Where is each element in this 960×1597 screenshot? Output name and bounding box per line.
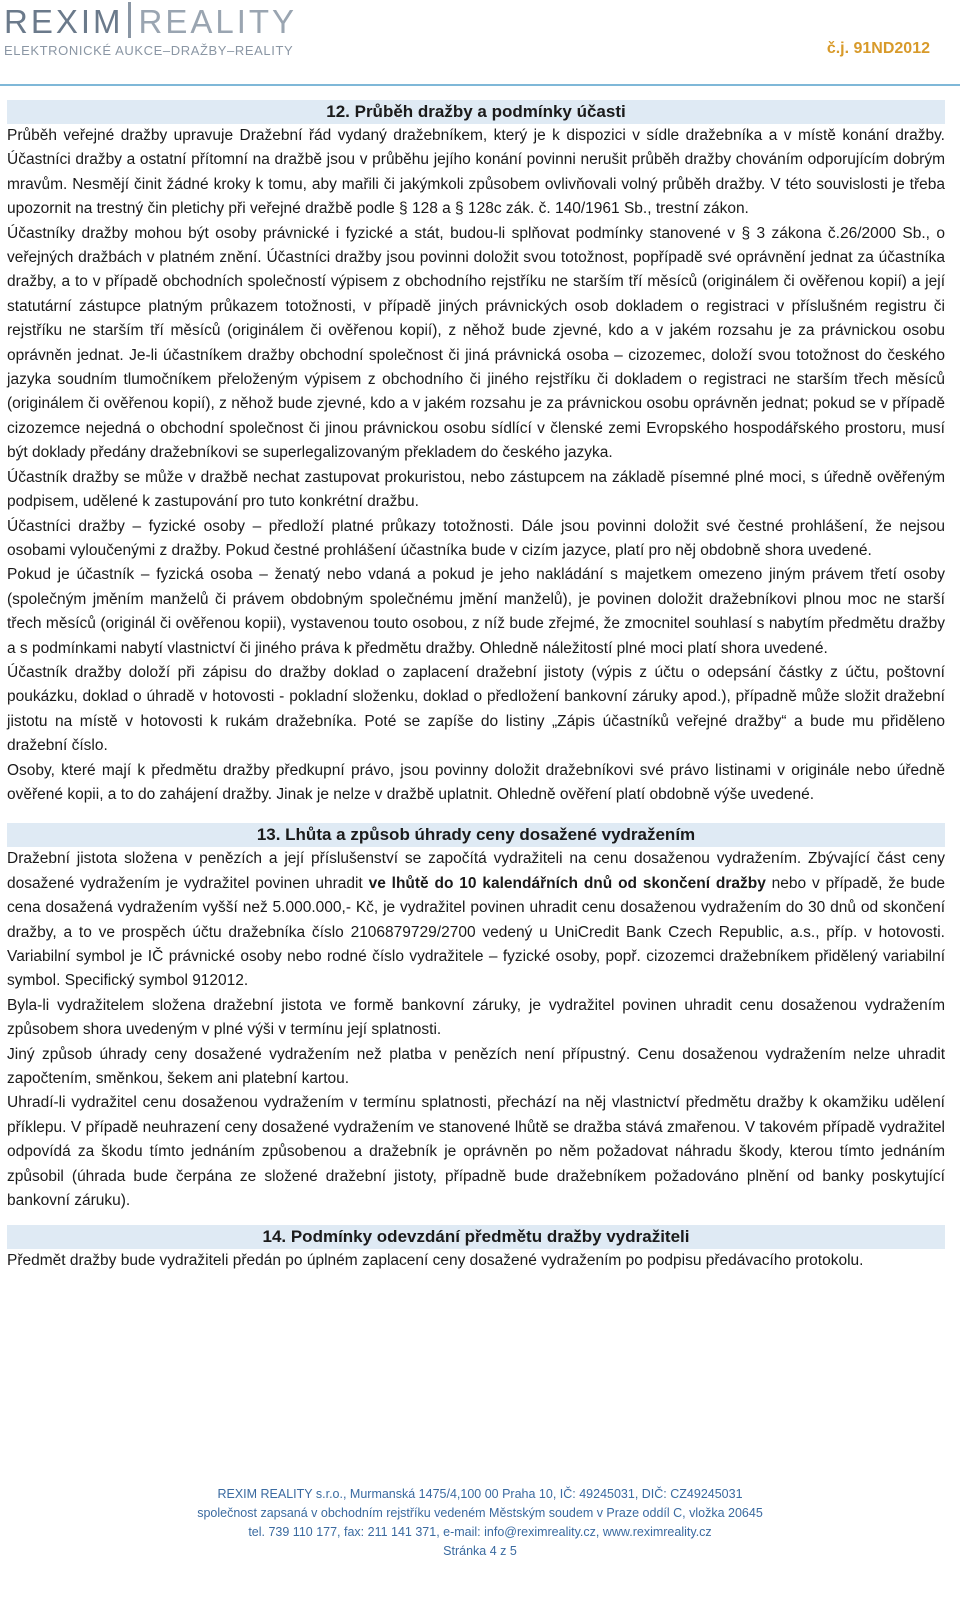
payment-text-start: Dražební jistota složena v penězích a její příslušenství se započítá vydražiteli na cenu dosaženou vydražením. Zbývající část ceny dosažené vydražením je vydražitel povinen uhradit [7, 850, 945, 892]
section-12-paragraph: Průběh veřejné dražby upravuje Dražební řád vydaný dražebníkem, který je k dispozici v sídle dražebníka a v místě konání dražby. Účastníci dražby a ostatní přítomní na dražbě jsou v průběhu jejího konání povinni nerušit průběh dražby chováním odporujícím dobrým mravům. Nesmějí činit žádné kroky k tomu, aby mařili či jakýmkoli způsobem ovlivňovali volný průběh dražby. V této souvislosti je třeba upozornit na trestný čin pletichy při veřejné dražbě podle § 128 a § 128c zák. č. 140/1961 Sb., trestní zákon. [7, 127, 945, 218]
section-13-paragraph [7, 847, 945, 993]
footer-registration: společnost zapsaná v obchodním rejstříku vedeném Městským soudem v Praze oddíl C, vložka 20645 [197, 1506, 763, 1520]
section-spacer [7, 1213, 945, 1225]
footer-contact: tel. 739 110 177, fax: 211 141 371, e-mail: info@reximreality.cz, www.reximreality.cz [248, 1525, 712, 1539]
reference-number: č.j. 91ND2012 [826, 40, 930, 57]
section-12-paragraph: Účastník dražby doloží při zápisu do dražby doklad o zaplacení dražební jistoty (výpis z účtu o odepsání částky z účtu, poštovní poukázku, doklad o úhradě v hotovosti - pokladní složenku, doklad o předložení bankovní záruky apod.), případně může složit dražební jistotu na místě v hotovosti k rukám dražebníka. Poté se zapíše do listiny „Zápis účastníků veřejné dražby“ a bude mu přiděleno dražební číslo. [7, 663, 945, 755]
section-13-paragraph: Byla-li vydražitelem složena dražební jistota ve formě bankovní záruky, je vydražitel povinen uhradit cenu dosaženou vydražením způsobem shora uvedeným v plné výši v termínu její splatnosti. [7, 996, 945, 1039]
section-12-paragraph: Osoby, které mají k předmětu dražby předkupní právo, jsou povinny doložit dražebníkovi své právo listinami v originále nebo úředně ověřené kopii, a to do zahájení dražby. Jinak je nelze v dražbě uplatnit. Ohledně ověření platí obdobně výše uvedené. [7, 761, 945, 803]
page-header [0, 0, 960, 88]
section-12-heading: 12. Průběh dražby a podmínky účasti [7, 100, 945, 124]
logo-word-rexim: REXIM [4, 3, 124, 40]
section-13-heading: 13. Lhůta a způsob úhrady ceny dosažené vydražením [7, 823, 945, 847]
logo-word-reality: REALITY [138, 3, 298, 40]
document-body [7, 100, 945, 1274]
company-logo [4, 2, 297, 58]
payment-text-end: nebo v případě, že bude cena dosažená vydražením vyšší než 5.000.000,- Kč, je vydražitel povinen uhradit cenu dosaženou vydražením do 30 dnů od skončení dražby, a to ve prospěch účtu dražebníka číslo 2106879729/2700 vedený u UniCredit Bank Czech Republic, a.s., příp. v hotovosti. Variabilní symbol je IČ právnické osoby nebo rodné číslo vydražitele – fyzické osoby, popř. cizozemci dražebníkem přidělený variabilní symbol. Specifický symbol 912012. [7, 874, 945, 990]
page-footer [0, 1485, 960, 1561]
section-14-heading: 14. Podmínky odevzdání předmětu dražby vydražiteli [7, 1225, 945, 1249]
payment-deadline: ve lhůtě do 10 kalendářních dnů od skončení dražby [368, 874, 766, 892]
section-12-paragraph: Pokud je účastník – fyzická osoba – ženatý nebo vdaná a pokud je jeho nakládání s majetkem omezeno jiným právem třetí osoby (společným jměním manželů či právem obdobným společnému jmění manželů), je povinen doložit dražebníkovi plnou moc ne starší třech měsíců (originál či ověřenou kopii), vystavenou touto osobou, z níž bude zřejmé, že zmocnitel souhlasí s nabytím předmětu dražby a s podmínkami nabytí vlastnictví či jiného práva k předmětu dražby. Ohledně náležitostí plné moci platí shora uvedené. [7, 566, 945, 657]
section-12-paragraph: Účastníci dražby – fyzické osoby – předloží platné průkazy totožnosti. Dále jsou povinni doložit své čestné prohlášení, že nejsou osobami vyloučenými z dražby. Pokud čestné prohlášení účastníka bude v cizím jazyce, platí pro něj obdobně shora uvedené. [7, 517, 945, 559]
page-number: Stránka 4 z 5 [443, 1544, 517, 1558]
section-12-paragraph: Účastník dražby se může v dražbě nechat zastupovat prokuristou, nebo zástupcem na základě písemné plné moci, s úředně ověřeným podpisem, udělené k zastupování pro tuto konkrétní dražbu. [7, 468, 945, 511]
section-13-paragraph: Uhradí-li vydražitel cenu dosaženou vydražením v termínu splatnosti, přechází na něj vlastnictví předmětu dražby k okamžiku udělení příklepu. V případě neuhrazení ceny dosažené vydražením ve stanovené lhůtě se dražba stává zmařenou. V takovém případě vydražitel odpovídá za škodu tímto jednáním způsobenou a dražebník je oprávněn po něm požadovat náhradu škody, kterou tímto jednáním způsobil (úhrada bude čerpána ze složené dražební jistoty, případně bude dražebníkem požadováno plnění od banky poskytující bankovní záruku). [7, 1094, 945, 1210]
logo-wordmark [4, 2, 297, 41]
section-12-paragraph: Účastníky dražby mohou být osoby právnické i fyzické a stát, budou-li splňovat podmínky stanovené v § 3 zákona č.26/2000 Sb., o veřejných dražbách v platném znění. Účastníci dražby jsou povinni doložit svou totožnost, popřípadě své oprávnění jednat za účastníka dražby, a to v případě obchodních společností výpisem z obchodního rejstříku ne starším tří měsíců (originálem či ověřenou kopií) a její statutární zástupce platným průkazem totožnosti, v případě jiných právnických osob dokladem o registraci v příslušném registru či rejstříku ne starším tří měsíců (originálem či ověřenou kopií), z něhož bude zjevné, kdo a v jakém rozsahu je za právnickou osobu oprávněn jednat. Je-li účastníkem dražby obchodní společnost či jiná právnická osoba – cizozemec, doloží svou totožnost do českého jazyka soudním tlumočníkem přeloženým výpisem z obchodního či jiného rejstříku či dokladem o registraci ne starším třech měsíců (originálem či ověřenou kopií), z něhož bude zjevné, kdo a v jakém rozsahu je za právnickou osobu oprávněn jednat; pokud se v případě cizozemce nejedná o obchodní společnost či jinou právnickou osobu sídlící v členské zemi Evropského hospodářského prostoru, musí být doklady předány dražebníkovi se superlegalizovaným překladem do českého jazyka. [7, 224, 945, 462]
section-14-paragraph: Předmět dražby bude vydražiteli předán po úplném zaplacení ceny dosažené vydražením po podpisu předávacího protokolu. [7, 1252, 864, 1270]
logo-tagline: ELEKTRONICKÉ AUKCE–DRAŽBY–REALITY [4, 43, 294, 58]
section-spacer [7, 807, 945, 823]
logo-divider [128, 2, 131, 38]
header-divider [0, 84, 960, 86]
footer-company-address: REXIM REALITY s.r.o., Murmanská 1475/4,100 00 Praha 10, IČ: 49245031, DIČ: CZ49245031 [217, 1487, 743, 1501]
section-13-paragraph: Jiný způsob úhrady ceny dosažené vydražením než platba v penězích není přípustný. Cenu dosaženou vydražením nelze uhradit započtením, směnkou, šekem ani platební kartou. [7, 1045, 945, 1088]
